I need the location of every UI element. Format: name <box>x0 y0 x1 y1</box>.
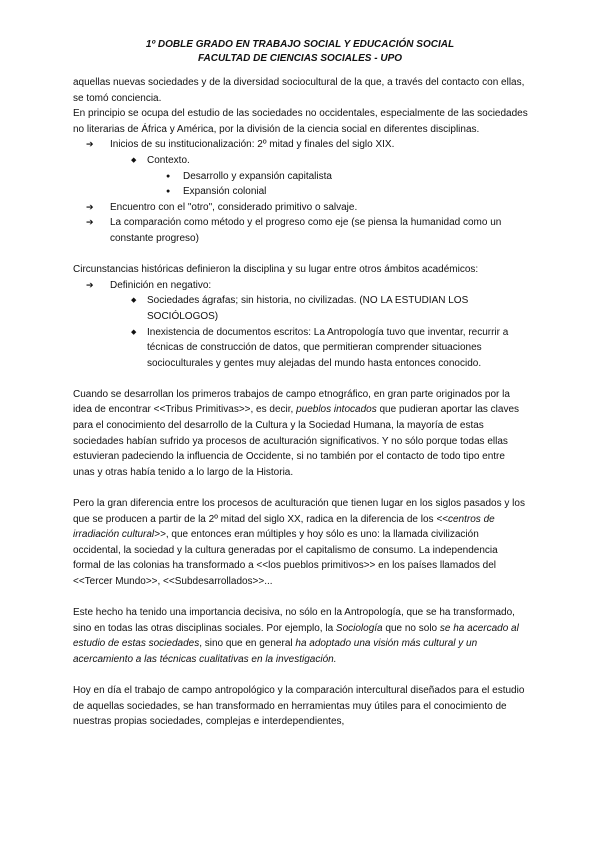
header-line-degree: 1º DOBLE GRADO EN TRABAJO SOCIAL Y EDUCACIÓN SOCIAL <box>145 39 455 50</box>
list-subsubitem-capitalism: ● Desarrollo y expansión capitalista <box>73 169 528 185</box>
intro-paragraph-1: aquellas nuevas sociedades y de la diversidad sociocultural de la que, a través del contacto con ellas, se tomó conciencia. <box>73 77 525 104</box>
list-subitem-agraphic-societies: ◆ Sociedades ágrafas; sin historia, no civilizadas. (NO LA ESTUDIAN LOS SOCIÓLOGOS) <box>73 293 528 324</box>
paragraph-fieldwork: Cuando se desarrollan los primeros trabajos de campo etnográfico, en gran parte originados por la idea de encontrar <<Tribus Primitivas>>, es decir, pueblos intocados que pudieran aportar las claves para el conocimiento del desarrollo de la Cultura y la Sociedad Humana, la mayoría de estas sociedades habían sufrido ya procesos de aculturación significativos. Y no sólo porque todas ellas estuvieran padeciendo la influencia de Occidente, si no también por el contacto de todo tipo entre unas y otras había tenido a lo largo de la Historia. <box>73 388 520 478</box>
list-subsubitem-colonial: ● Expansión colonial <box>73 184 528 200</box>
list-subitem-context: ◆ Contexto. <box>73 153 528 169</box>
list-item-encounter: ➔ Encuentro con el "otro", considerado primitivo o salvaje. <box>73 200 528 216</box>
list-item-institutionalization: ➔ Inicios de su institucionalización: 2º mitad y finales del siglo XIX. <box>73 137 528 153</box>
paragraph-decisive-importance: Este hecho ha tenido una importancia decisiva, no sólo en la Antropología, que se ha transformado, sino en todas las otras disciplinas sociales. Por ejemplo, la Sociología que no solo se ha acercado al estudio de estas sociedades, sino que en general ha adoptado una visión más cultural y un acercamiento a las técnicas cualitativas en la investigación. <box>73 607 519 665</box>
paragraph-fieldwork-today: Hoy en día el trabajo de campo antropológico y la comparación intercultural diseñados para el estudio de aquellas sociedades, se han transformado en herramientas muy útiles para el conocimiento de nuestras propias sociedades, complejas e interdependientes, <box>73 685 525 728</box>
circumstances-intro: Circunstancias históricas definieron la disciplina y su lugar entre otros ámbitos académicos: <box>73 264 479 276</box>
document-header <box>0 38 600 66</box>
paragraph-acculturation: Pero la gran diferencia entre los procesos de aculturación que tienen lugar en los siglos pasados y los que se producen a partir de la 2º mitad del siglo XX, radica en la diferencia de los <<centros de irradiación cultural>>, que entonces eran múltiples y hoy sólo es uno: la llamada civilización occidental, la sociedad y la cultura generadas por el capitalismo de consumo. La independencia formal de las colonias ha transformado a <<los pueblos primitivos>> en los países llamados del <<Tercer Mundo>>, <<Subdesarrollados>>... <box>73 498 525 587</box>
list-item-comparison: ➔ La comparación como método y el progreso como eje (se piensa la humanidad como un constante progreso) <box>73 215 528 246</box>
list-item-negative-definition: ➔ Definición en negativo: <box>73 278 528 294</box>
list-subitem-no-written-documents: ◆ Inexistencia de documentos escritos: La Antropología tuvo que inventar, recurrir a técnicas de construcción de datos, que permitieran comprender situaciones socioculturales y gentes muy alejadas del mundo hasta entonces conocido. <box>73 325 528 372</box>
document-body <box>73 75 528 730</box>
header-line-faculty: FACULTAD DE CIENCIAS SOCIALES - UPO <box>197 53 403 64</box>
intro-paragraph-2: En principio se ocupa del estudio de las sociedades no occidentales, especialmente de las sociedades no literarias de África y América, por la división de la ciencia social en diferentes disciplinas. <box>73 108 528 135</box>
